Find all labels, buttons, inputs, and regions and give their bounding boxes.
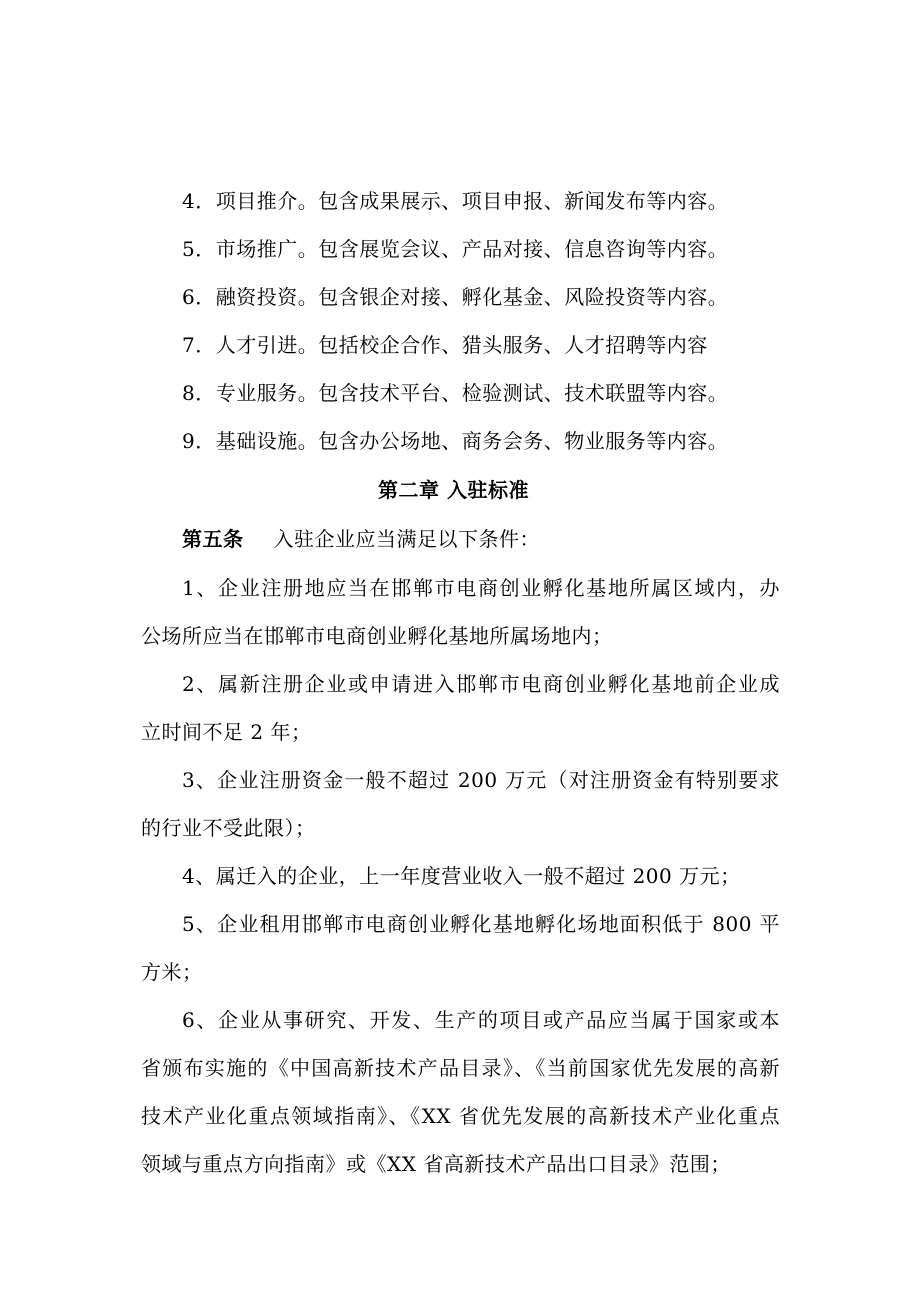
condition-2-line-1: 2、属新注册企业或申请进入邯郸市电商创业孵化基地前企业成 [182,672,780,696]
list-item-5: 5．市场推广。包含展览会议、产品对接、信息咨询等内容。 [182,237,729,261]
condition-6-line-2: 省颁布实施的《中国高新技术产品目录》、《当前国家优先发展的高新 [141,1056,780,1080]
condition-1-line-2: 公场所应当在邯郸市电商创业孵化基地所属场地内； [141,624,613,648]
article-paragraph [182,527,540,551]
condition-2-line-2: 立时间不足 2 年； [141,720,312,744]
list-item-4: 4．项目推介。包含成果展示、项目申报、新闻发布等内容。 [182,189,729,213]
list-item-7: 7．人才引进。包括校企合作、猎头服务、人才招聘等内容 [182,333,708,357]
condition-6-line-4: 领域与重点方向指南》或《XX 省高新技术产品出口目录》范围； [141,1152,731,1176]
condition-4-line-1: 4、属迁入的企业，上一年度营业收入一般不超过 200 万元； [182,864,741,888]
list-item-6: 6．融资投资。包含银企对接、孵化基金、风险投资等内容。 [182,285,729,309]
chapter-heading: 第二章 入驻标准 [378,478,529,502]
article-label: 第五条 [182,527,244,551]
condition-5-line-1: 5、企业租用邯郸市电商创业孵化基地孵化场地面积低于 800 平 [182,912,780,936]
article-text: 入驻企业应当满足以下条件： [273,527,540,551]
condition-6-line-1: 6、企业从事研究、开发、生产的项目或产品应当属于国家或本 [182,1008,780,1032]
condition-1-line-1: 1、企业注册地应当在邯郸市电商创业孵化基地所属区域内，办 [182,576,780,600]
condition-5-line-2: 方米； [141,960,203,984]
list-item-9: 9．基础设施。包含办公场地、商务会务、物业服务等内容。 [182,429,729,453]
condition-6-line-3: 技术产业化重点领域指南》、《XX 省优先发展的高新技术产业化重点 [141,1104,780,1128]
condition-3-line-1: 3、企业注册资金一般不超过 200 万元（对注册资金有特别要求 [182,768,780,792]
condition-3-line-2: 的行业不受此限）； [141,816,316,840]
list-item-8: 8．专业服务。包含技术平台、检验测试、技术联盟等内容。 [182,381,729,405]
